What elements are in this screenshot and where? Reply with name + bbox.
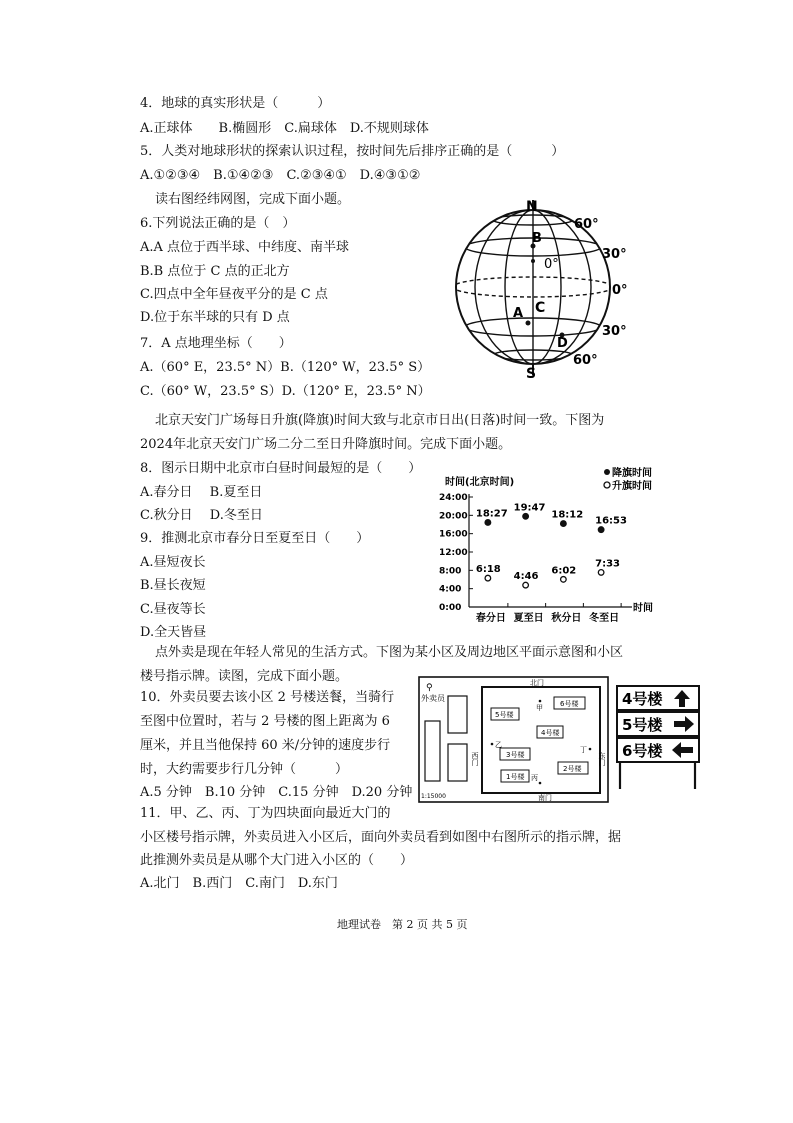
- globe-label-lat30-bottom: 30°: [602, 324, 627, 339]
- q4-options: A.正球体 B.椭圆形 C.扁球体 D.不规则球体: [140, 121, 429, 136]
- globe-label-n: N: [526, 199, 538, 215]
- sign-bing-dot: [539, 782, 542, 785]
- chart-category-label: 冬至日: [589, 613, 620, 624]
- lower-flag-point: [523, 514, 529, 520]
- chart-category-label: 夏至日: [513, 613, 544, 624]
- raise-flag-label: 6:02: [551, 565, 577, 577]
- delivery-intro-2: 楼号指示牌。读图，完成下面小题。: [140, 669, 349, 684]
- globe-intro: 读右图经纬网图，完成下面小题。: [155, 192, 351, 207]
- q8-options-row2: C.秋分日 D.冬至日: [140, 508, 263, 523]
- legend-label-lower: 降旗时间: [612, 468, 652, 479]
- q11-line3: 此推测外卖员是从哪个大门进入小区的（ ）: [140, 853, 414, 868]
- q7-stem: 7．A 点地理坐标（ ）: [140, 336, 292, 351]
- lower-flag-label: 16:53: [595, 515, 627, 527]
- sign-label-5: 5号楼: [622, 716, 663, 734]
- globe-label-c: C: [535, 300, 546, 316]
- chart-y-tick-label: 4:00: [439, 584, 462, 595]
- map-label-b1: 1号楼: [506, 773, 525, 781]
- raise-flag-point: [598, 570, 604, 576]
- q7-options-row2: C.（60° W，23.5° S）D.（120° E，23.5° N）: [140, 384, 431, 399]
- sign-label-6: 6号楼: [622, 742, 663, 760]
- raise-flag-label: 6:18: [475, 564, 501, 576]
- chart-y-tick-label: 12:00: [439, 548, 468, 558]
- lower-flag-point: [598, 527, 604, 533]
- chart-ylabel: 时间(北京时间): [445, 477, 515, 488]
- map-label-bing: 丙: [531, 774, 538, 782]
- map-label-ding: 丁: [580, 746, 587, 754]
- chart-y-tick-label: 0:00: [439, 603, 462, 613]
- q10-line1: 10．外卖员要去该小区 2 号楼送餐，当骑行: [140, 690, 395, 705]
- globe-figure: [440, 195, 640, 380]
- q9-option-a: A.昼短夜长: [140, 555, 206, 570]
- q6-option-c: C.四点中全年昼夜平分的是 C 点: [140, 287, 328, 302]
- raise-flag-point: [561, 577, 567, 583]
- map-label-scale: 1:15000: [421, 793, 446, 800]
- q6-option-b: B.B 点位于 C 点的正北方: [140, 264, 290, 279]
- map-label-b3: 3号楼: [506, 751, 525, 759]
- building-sign-board: [614, 683, 701, 791]
- map-label-yi: 乙: [495, 741, 502, 749]
- chart-category-label: 秋分日: [551, 613, 582, 624]
- globe-label-lat30-top: 30°: [602, 247, 627, 262]
- q7-options-row1: A.（60° E，23.5° N）B.（120° W，23.5° S）: [140, 360, 431, 375]
- lower-flag-point: [561, 521, 567, 527]
- q6-stem: 6.下列说法正确的是（ ）: [140, 216, 296, 231]
- q6-option-d: D.位于东半球的只有 D 点: [140, 310, 290, 325]
- globe-label-lat0-right: 0°: [612, 283, 628, 298]
- map-label-courier: 外卖员: [421, 694, 445, 703]
- lower-flag-point: [485, 520, 491, 526]
- chart-category-label: 春分日: [475, 613, 506, 624]
- map-courier-icon: ⚲: [426, 683, 433, 693]
- q11-line2: 小区楼号指示牌，外卖员进入小区后，面向外卖员看到如图中右图所示的指示牌，据: [140, 830, 622, 845]
- globe-label-b: B: [532, 231, 542, 246]
- q4-stem: 4．地球的真实形状是（ ）: [140, 96, 331, 111]
- flag-time-chart: [435, 465, 660, 630]
- map-label-b6: 6号楼: [560, 700, 579, 708]
- q6-option-a: A.A 点位于西半球、中纬度、南半球: [140, 240, 350, 255]
- q9-option-b: B.昼长夜短: [140, 578, 206, 593]
- map-label-south-gate: 南门: [538, 794, 552, 802]
- q5-options: A.①②③④ B.①④②③ C.②③④① D.④③①②: [140, 168, 421, 183]
- q9-stem: 9．推测北京市春分日至夏至日（ ）: [140, 531, 370, 546]
- lower-flag-label: 18:27: [475, 508, 508, 520]
- globe-label-s: S: [526, 366, 537, 380]
- chart-y-tick-label: 8:00: [439, 566, 462, 577]
- globe-label-lat0-center: 0°: [544, 257, 559, 272]
- flag-intro-1: 北京天安门广场每日升旗(降旗)时间大致与北京市日出(日落)时间一致。下图为: [155, 413, 605, 428]
- sign-ding-dot: [589, 748, 592, 751]
- sign-jia-dot: [539, 700, 542, 703]
- neighborhood-map: [418, 676, 610, 804]
- flag-intro-2: 2024年北京天安门广场二分二至日升降旗时间。完成下面小题。: [140, 437, 512, 452]
- legend-marker-raise: [604, 482, 610, 488]
- point-a: [526, 321, 531, 326]
- delivery-intro-1: 点外卖是现在年轻人常见的生活方式。下图为某小区及周边地区平面示意图和小区: [155, 645, 624, 660]
- point-center: [531, 259, 535, 263]
- raise-flag-label: 7:33: [595, 558, 620, 570]
- chart-y-tick-label: 20:00: [439, 511, 468, 522]
- chart-xlabel: 时间: [633, 603, 653, 614]
- sign-label-4: 4号楼: [622, 690, 663, 708]
- map-label-east-gate: 东门: [598, 752, 606, 766]
- globe-label-lat60-top: 60°: [574, 217, 599, 232]
- legend-label-raise: 升旗时间: [612, 481, 652, 492]
- q8-options-row1: A.春分日 B.夏至日: [140, 485, 263, 500]
- lower-flag-label: 19:47: [513, 502, 546, 514]
- q10-line3: 厘米，并且当他保持 60 米/分钟的速度步行: [140, 738, 391, 753]
- globe-label-d: D: [557, 336, 568, 351]
- map-label-b2: 2号楼: [563, 765, 582, 773]
- sign-yi-dot: [491, 743, 494, 746]
- page-footer: 地理试卷 第 2 页 共 5 页: [337, 918, 468, 931]
- raise-flag-point: [485, 575, 491, 581]
- globe-label-lat60-bottom: 60°: [573, 353, 598, 368]
- map-label-b4: 4号楼: [541, 729, 560, 737]
- raise-flag-point: [523, 582, 529, 588]
- q8-stem: 8．图示日期中北京市白昼时间最短的是（ ）: [140, 461, 422, 476]
- q10-line2: 至图中位置时，若与 2 号楼的图上距离为 6: [140, 714, 390, 729]
- q9-option-d: D.全天皆昼: [140, 625, 207, 640]
- q10-options: A.5 分钟 B.10 分钟 C.15 分钟 D.20 分钟: [140, 785, 413, 800]
- q11-options: A.北门 B.西门 C.南门 D.东门: [140, 876, 338, 891]
- globe-label-a: A: [513, 306, 524, 321]
- map-label-west-gate: 西门: [471, 752, 479, 766]
- raise-flag-label: 4:46: [513, 571, 539, 583]
- map-label-jia: 甲: [536, 704, 543, 712]
- chart-y-tick-label: 16:00: [439, 529, 468, 540]
- lower-flag-label: 18:12: [551, 509, 584, 521]
- q5-stem: 5．人类对地球形状的探索认识过程，按时间先后排序正确的是（ ）: [140, 144, 565, 159]
- q9-option-c: C.昼夜等长: [140, 602, 206, 617]
- map-label-north-gate: 北门: [530, 679, 544, 687]
- legend-marker-lower: [604, 469, 610, 475]
- q10-line4: 时，大约需要步行几分钟（ ）: [140, 762, 349, 777]
- map-label-b5: 5号楼: [495, 711, 514, 719]
- chart-y-tick-label: 24:00: [439, 493, 468, 503]
- q11-line1: 11．甲、乙、丙、丁为四块面向最近大门的: [140, 806, 391, 821]
